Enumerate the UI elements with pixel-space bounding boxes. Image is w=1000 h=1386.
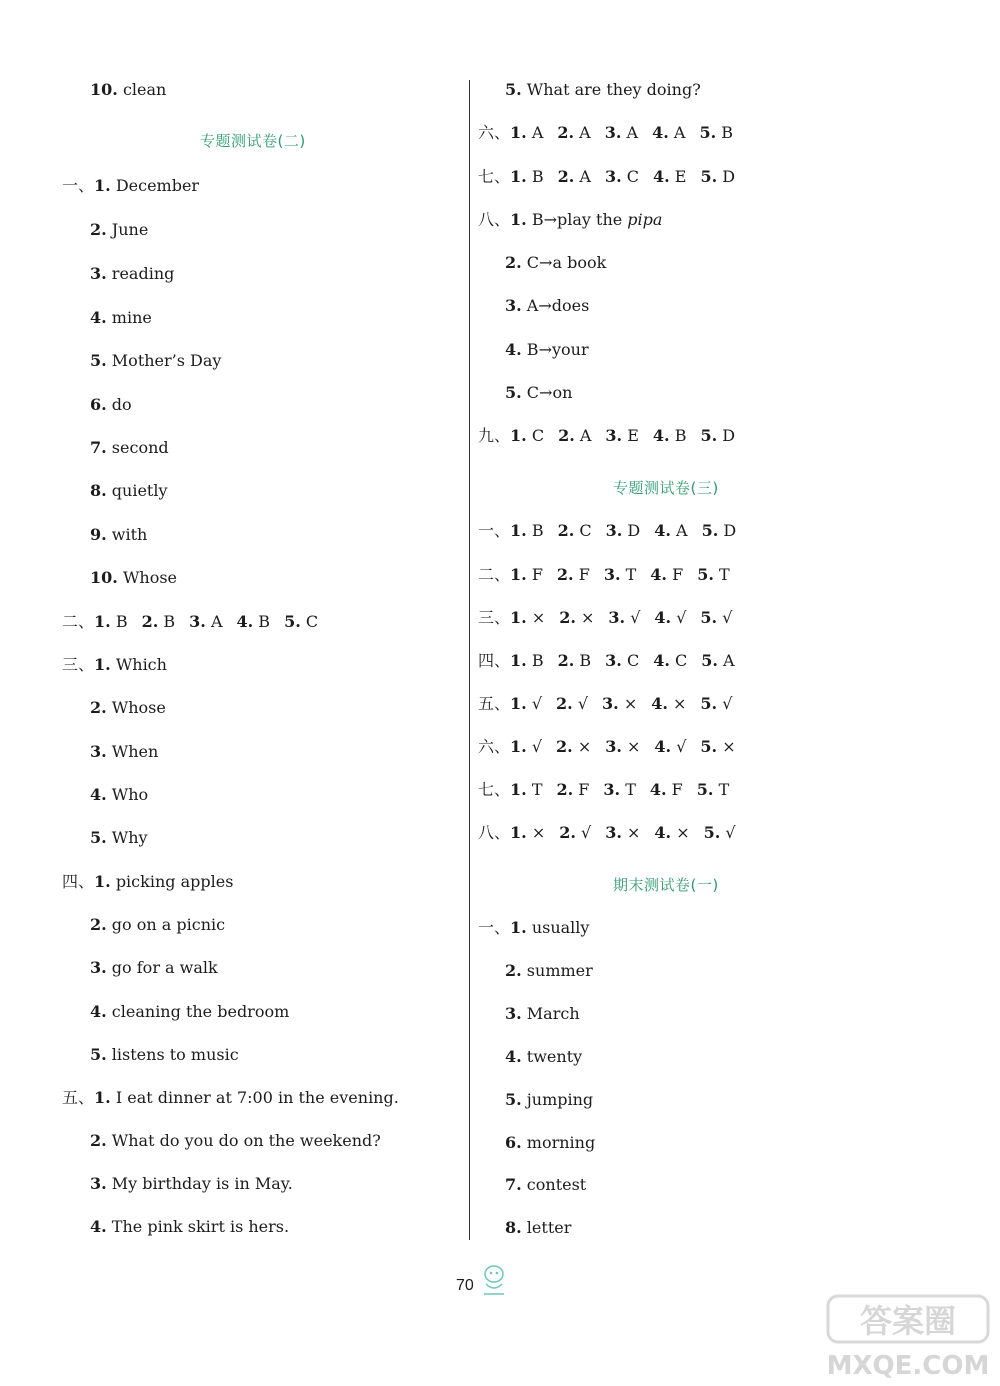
answer-line: 八、1. B→play the pipa	[478, 210, 663, 229]
answer-line: 3. A→does	[505, 296, 590, 315]
answer-row: 六、1. A 2. A 3. A 4. A 5. B	[478, 123, 734, 142]
answer-line: 5. Mother’s Day	[90, 351, 222, 370]
answer-line: 3. My birthday is in May.	[90, 1174, 293, 1193]
answer-line: 3. When	[90, 742, 159, 761]
answer-row: 七、1. B 2. A 3. C 4. E 5. D	[478, 167, 736, 186]
answer-line: 5. jumping	[505, 1090, 594, 1109]
answer-line: 2. What do you do on the weekend?	[90, 1131, 381, 1150]
answer-line: 4. B→your	[505, 340, 589, 359]
answer-line: 2. summer	[505, 961, 593, 980]
answer-line: 3. go for a walk	[90, 958, 218, 977]
answer-line: 五、1. I eat dinner at 7:00 in the evening.	[62, 1088, 399, 1107]
answer-line: 2. June	[90, 220, 149, 239]
answer-row: 六、1. √ 2. × 3. × 4. √ 5. ×	[478, 737, 736, 756]
answer-line: 9. with	[90, 525, 148, 544]
answer-line: 四、1. picking apples	[62, 872, 234, 891]
answer-line: 3. March	[505, 1004, 580, 1023]
section-heading: 期末测试卷(一)	[613, 876, 719, 894]
answer-line: 5. Why	[90, 828, 148, 847]
answer-row: 五、1. √ 2. √ 3. × 4. × 5. √	[478, 694, 733, 713]
answer-line: 8. quietly	[90, 481, 168, 500]
svg-text:答案圈: 答案圈	[859, 1302, 957, 1340]
column-divider	[469, 80, 470, 1240]
answer-line: 7. second	[90, 438, 169, 457]
answer-line: 7. contest	[505, 1175, 587, 1194]
answer-line: 6. morning	[505, 1133, 596, 1152]
answer-line: 5. listens to music	[90, 1045, 239, 1064]
answer-line: 一、1. December	[62, 176, 200, 195]
answer-line: 4. cleaning the bedroom	[90, 1002, 290, 1021]
answer-row: 九、1. C 2. A 3. E 4. B 5. D	[478, 426, 736, 445]
answer-row: 一、1. B 2. C 3. D 4. A 5. D	[478, 521, 737, 540]
answer-line: 一、1. usually	[478, 918, 590, 937]
answer-line: 5. C→on	[505, 383, 573, 402]
answer-line: 2. go on a picnic	[90, 915, 226, 934]
answer-row: 四、1. B 2. B 3. C 4. C 5. A	[478, 651, 735, 670]
answer-row: 七、1. T 2. F 3. T 4. F 5. T	[478, 780, 730, 799]
answer-line: 5. What are they doing?	[505, 80, 701, 99]
answer-line: 2. Whose	[90, 698, 166, 717]
answer-row: 二、1. F 2. F 3. T 4. F 5. T	[478, 565, 730, 584]
answer-row: 三、1. × 2. × 3. √ 4. √ 5. √	[478, 608, 733, 627]
answer-line: 10. clean	[90, 80, 167, 99]
answer-line: 4. Who	[90, 785, 149, 804]
section-heading: 专题测试卷(三)	[613, 479, 719, 497]
answer-line: 6. do	[90, 395, 132, 414]
answer-line: 2. C→a book	[505, 253, 607, 272]
cartoon-decoration-icon	[480, 1262, 508, 1298]
watermark-logo	[820, 1292, 996, 1382]
answer-line: 4. mine	[90, 308, 152, 327]
answer-row: 二、1. B 2. B 3. A 4. B 5. C	[62, 612, 319, 631]
answer-row: 八、1. × 2. √ 3. × 4. × 5. √	[478, 823, 736, 842]
page-number: 70	[456, 1277, 474, 1294]
section-heading: 专题测试卷(二)	[200, 132, 306, 150]
answer-line: 8. letter	[505, 1218, 572, 1237]
answer-line: 三、1. Which	[62, 655, 167, 674]
answer-line: 4. twenty	[505, 1047, 583, 1066]
answer-line: 3. reading	[90, 264, 175, 283]
answer-line: 10. Whose	[90, 568, 177, 587]
svg-text:MXQE.COM: MXQE.COM	[826, 1351, 990, 1381]
answer-line: 4. The pink skirt is hers.	[90, 1217, 290, 1236]
